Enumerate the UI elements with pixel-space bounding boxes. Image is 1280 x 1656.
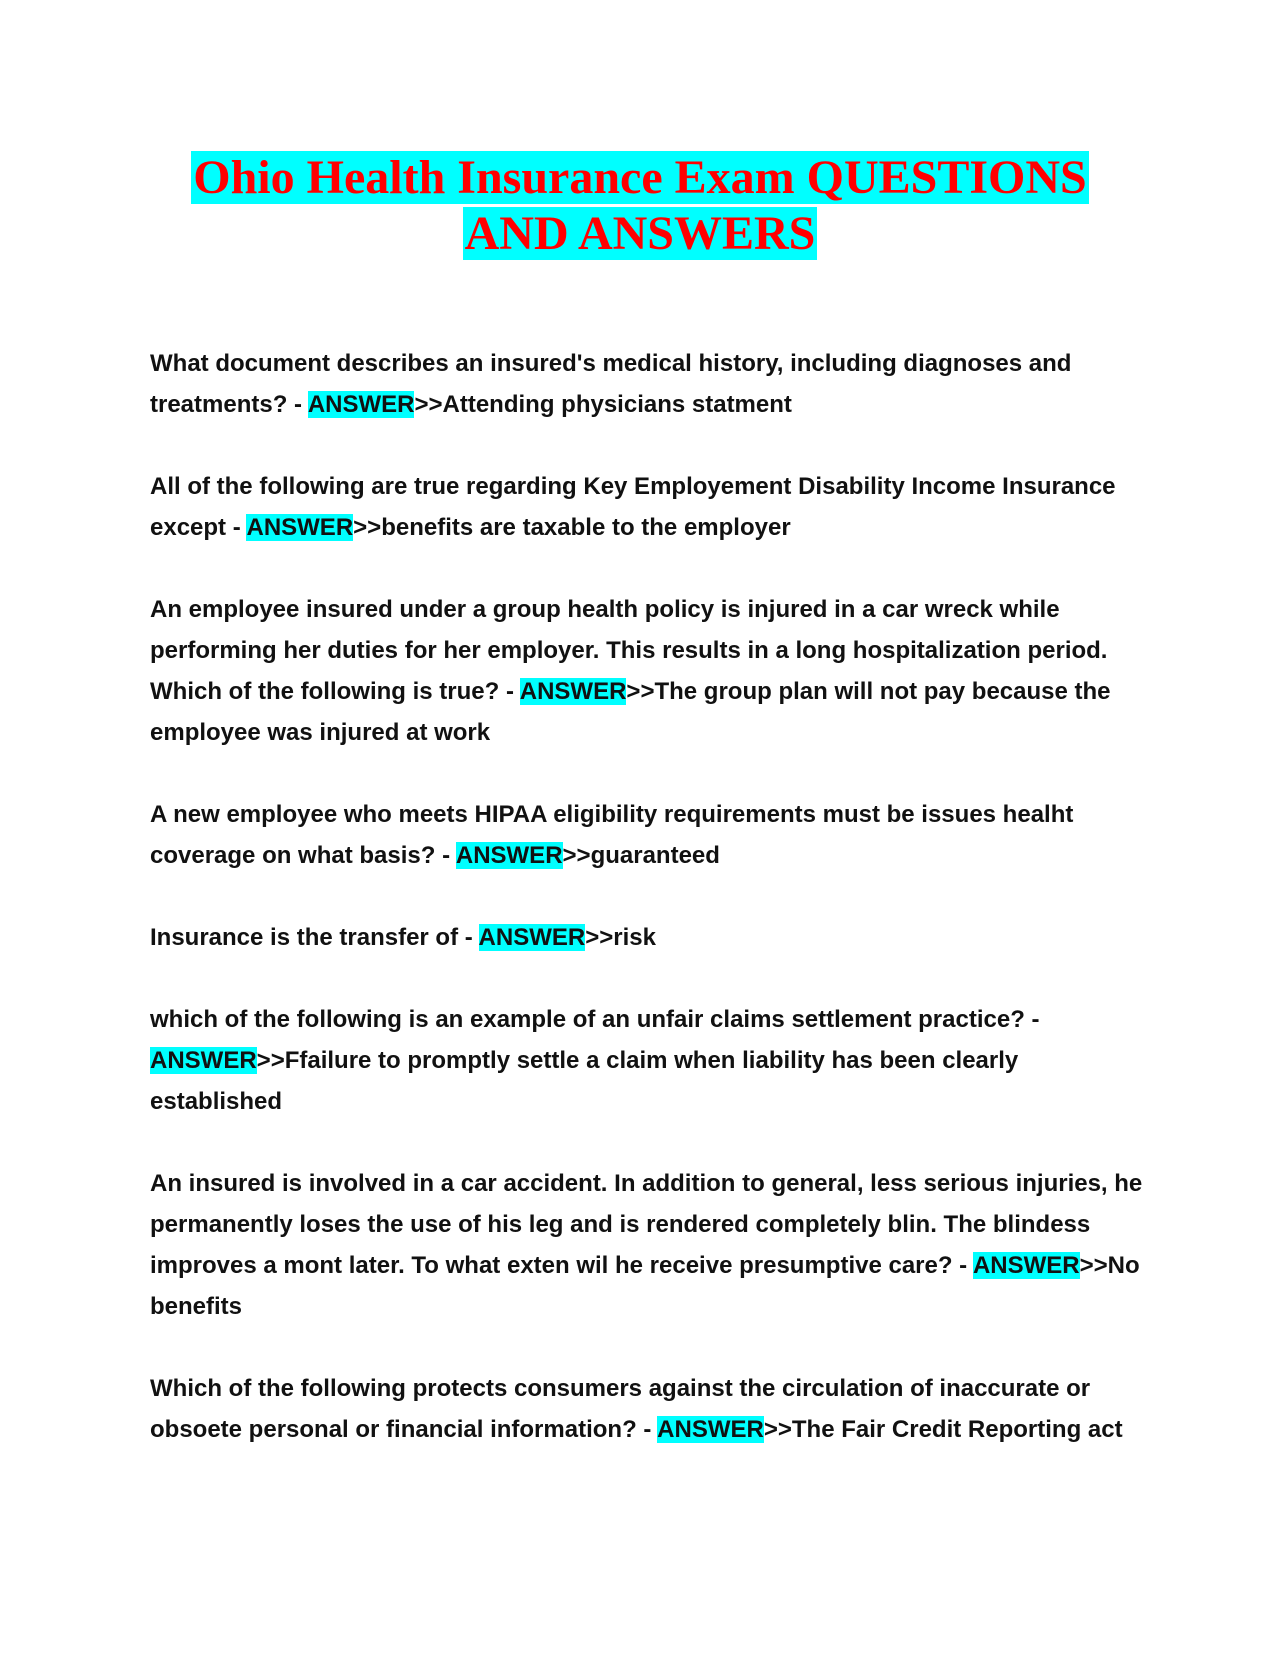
question-text: A new employee who meets HIPAA eligibility requirements must be issues healht coverage on what basis? [150, 801, 1074, 869]
answer-text: No benefits [150, 1252, 1140, 1320]
answer-label: ANSWER [455, 842, 563, 869]
title-line-1: Ohio Health Insurance Exam QUESTIONS [193, 151, 1087, 204]
answer-text: benefits are taxable to the employer [381, 514, 791, 541]
question-text: An employee insured under a group health policy is injured in a car wreck while performing her duties for her employer. This results in a long hospitalization period. Which of the following is true? [150, 596, 1108, 705]
answer-label: ANSWER [307, 391, 415, 418]
qa-item [150, 343, 1150, 425]
answer-arrow: >> [763, 1416, 792, 1443]
answer-separator: - [458, 924, 479, 951]
answer-text: The Fair Credit Reporting act [791, 1416, 1123, 1443]
question-text: which of the following is an example of an unfair claims settlement practice? [150, 1006, 1025, 1033]
answer-separator: - [287, 391, 308, 418]
answer-separator: - [636, 1416, 658, 1443]
answer-text: guaranteed [590, 842, 720, 869]
answer-separator: - [952, 1252, 973, 1279]
answer-separator: - [1024, 1006, 1040, 1033]
answer-text: Ffailure to promptly settle a claim when liability has been clearly established [150, 1047, 1019, 1115]
answer-arrow: >> [353, 514, 382, 541]
qa-item [150, 917, 1150, 958]
qa-item [150, 794, 1150, 876]
answer-arrow: >> [1079, 1252, 1108, 1279]
answer-arrow: >> [562, 842, 591, 869]
qa-item [150, 1368, 1150, 1450]
qa-item [150, 589, 1150, 753]
qa-item [150, 1163, 1150, 1327]
answer-separator: - [435, 842, 456, 869]
answer-text: The group plan will not pay because the employee was injured at work [150, 678, 1111, 746]
document-title [140, 150, 1140, 262]
answer-label: ANSWER [246, 514, 354, 541]
question-text: Which of the following protects consumers against the circulation of inaccurate or obsoete personal or financial information? [150, 1375, 1091, 1443]
answer-arrow: >> [585, 924, 614, 951]
answer-label: ANSWER [519, 678, 627, 705]
answer-arrow: >> [256, 1047, 285, 1074]
qa-item [150, 466, 1150, 548]
qa-item [150, 999, 1150, 1122]
answer-label: ANSWER [972, 1252, 1080, 1279]
answer-label: ANSWER [478, 924, 586, 951]
title-line-2: AND ANSWERS [464, 207, 816, 260]
answer-arrow: >> [414, 391, 443, 418]
question-text: An insured is involved in a car accident. In addition to general, less serious injuries, he permanently loses the use of his leg and is rendered completely blin. The blindess improves a mont later. To what exten wil he receive presumptive care? [150, 1170, 1143, 1279]
answer-arrow: >> [626, 678, 655, 705]
answer-text: risk [613, 924, 656, 951]
answer-label: ANSWER [150, 1047, 257, 1074]
answer-separator: - [499, 678, 520, 705]
answer-text: Attending physicians statment [442, 391, 792, 418]
answer-separator: - [226, 514, 247, 541]
answer-label: ANSWER [657, 1416, 764, 1443]
question-text: Insurance is the transfer of [150, 924, 459, 951]
qa-list [150, 343, 1150, 1491]
question-text: What document describes an insured's medical history, including diagnoses and treatments? [150, 350, 1072, 418]
question-text: All of the following are true regarding Key Employement Disability Income Insurance except [150, 473, 1116, 541]
